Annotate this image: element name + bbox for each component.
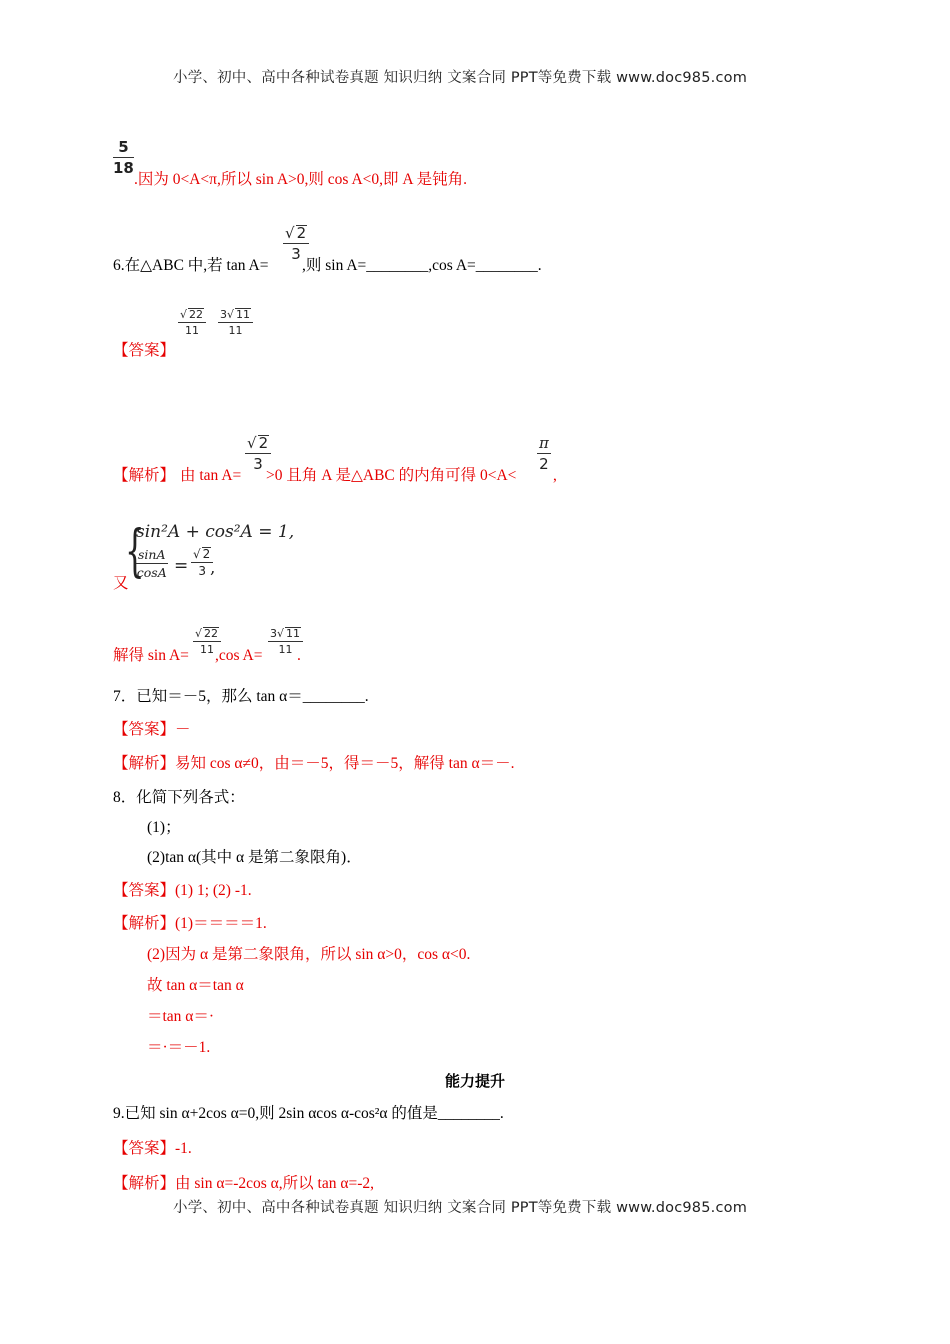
q8-answer-value: (1) 1; (2) -1. — [175, 882, 252, 899]
fraction-denominator: cosA — [136, 565, 167, 580]
page-footer: 小学、初中、高中各种试卷真题 知识归纳 文案合同 PPT等免费下载 www.doc985.com — [173, 1200, 748, 1216]
fraction-denominator: 11 — [228, 324, 243, 337]
q6-question-pre: 6.在△ABC 中,若 tan A= — [113, 257, 269, 274]
q8-analysis-line5: ＝·＝－1. — [147, 1039, 211, 1056]
q6-analysis-end: , — [553, 467, 557, 484]
fraction-denominator: 3 — [198, 564, 206, 578]
q7-answer — [113, 720, 191, 740]
q6-analysis-label: 【解析】 — [113, 467, 176, 484]
system-comma: , — [210, 558, 216, 578]
q7-question: 7．已知＝－5，那么 tan α＝________. — [113, 688, 369, 705]
q8-question: 8．化简下列各式： — [113, 789, 245, 806]
q8-analysis-line4: ＝tan α＝· — [147, 1008, 215, 1025]
fraction-denominator: 11 — [278, 643, 293, 656]
q6-solve-mid: ,cos A= — [215, 647, 263, 664]
q9-answer — [113, 1139, 192, 1159]
fraction-numerator: √ 2 — [193, 547, 211, 561]
fraction-numerator: π — [539, 434, 549, 452]
q7-answer-value: － — [175, 721, 191, 738]
q8-analysis-line2: (2)因为 α 是第二象限角，所以 sin α>0，cos α<0. — [147, 946, 471, 963]
fraction-numerator: √ 2 — [285, 224, 307, 242]
q7-answer-label: 【答案】 — [113, 721, 176, 738]
fraction-numerator: 3√ 11 — [270, 627, 301, 640]
q8-analysis-line1: (1)＝＝＝＝1. — [175, 915, 267, 932]
q6-answer-label: 【答案】 — [113, 342, 176, 359]
q6-analysis-fraction-pi-2 — [537, 434, 551, 473]
q7-analysis-text: 易知 cos α≠0，由＝－5，得＝－5，解得 tan α＝－. — [175, 755, 515, 772]
fraction-denominator: 18 — [113, 159, 134, 177]
fraction-numerator: 3√ 11 — [220, 308, 251, 321]
fraction-numerator: √ 22 — [180, 308, 204, 321]
q8-analysis — [113, 914, 267, 934]
fraction-5-18 — [113, 138, 134, 177]
fraction-denominator: 2 — [539, 455, 549, 473]
q8-answer — [113, 881, 252, 901]
q6-analysis-pre: 由 tan A= — [180, 467, 242, 484]
q9-question: 9.已知 sin α+2cos α=0,则 2sin αcos α-cos²α 的值是________. — [113, 1105, 504, 1122]
q9-answer-value: -1. — [175, 1140, 192, 1157]
fraction-denominator: 11 — [185, 324, 199, 337]
q6-analysis-mid: >0 且角 A 是△ABC 的内角可得 0<A< — [266, 467, 517, 484]
q6-answer-cos — [218, 308, 253, 337]
q8-part1: (1)； — [147, 819, 181, 836]
fraction-denominator: 3 — [291, 245, 301, 263]
q7-analysis — [113, 754, 515, 774]
q9-answer-label: 【答案】 — [113, 1140, 176, 1157]
system-equation-2-lhs — [136, 547, 168, 580]
fraction-denominator: 11 — [200, 643, 214, 656]
q6-you-label: 又 — [113, 575, 129, 592]
q8-answer-label: 【答案】 — [113, 882, 176, 899]
q9-analysis-label: 【解析】 — [113, 1175, 176, 1192]
q6-question-post: ,则 sin A=________,cos A=________. — [302, 257, 542, 274]
q8-analysis-label: 【解析】 — [113, 915, 176, 932]
fraction-denominator: 3 — [253, 455, 263, 473]
section-title: 能力提升 — [444, 1072, 505, 1090]
q7-analysis-label: 【解析】 — [113, 755, 176, 772]
q9-analysis — [113, 1174, 374, 1194]
q8-part2: (2)tan α(其中 α 是第二象限角)． — [147, 849, 362, 866]
q6-solve-pre: 解得 sin A= — [113, 647, 189, 664]
system-equals: = — [174, 556, 189, 576]
page-header: 小学、初中、高中各种试卷真题 知识归纳 文案合同 PPT等免费下载 www.doc985.com — [173, 70, 748, 86]
fraction-numerator: sinA — [138, 547, 166, 562]
q6-solve-end: . — [297, 647, 301, 664]
fraction-numerator: 5 — [118, 138, 129, 156]
q6-answer-sin — [178, 308, 206, 337]
system-brace: { — [125, 519, 145, 584]
system-equation-1: sin²A + cos²A = 1, — [136, 522, 295, 542]
prev-analysis-line: .因为 0<A<π,所以 sin A>0,则 cos A<0,即 A 是钝角. — [134, 171, 468, 188]
fraction-numerator: √ 22 — [195, 627, 219, 640]
q9-analysis-text: 由 sin α=-2cos α,所以 tan α=-2, — [175, 1175, 374, 1192]
q8-analysis-line3: 故 tan α＝tan α — [147, 977, 244, 994]
fraction-numerator: √ 2 — [247, 434, 269, 452]
